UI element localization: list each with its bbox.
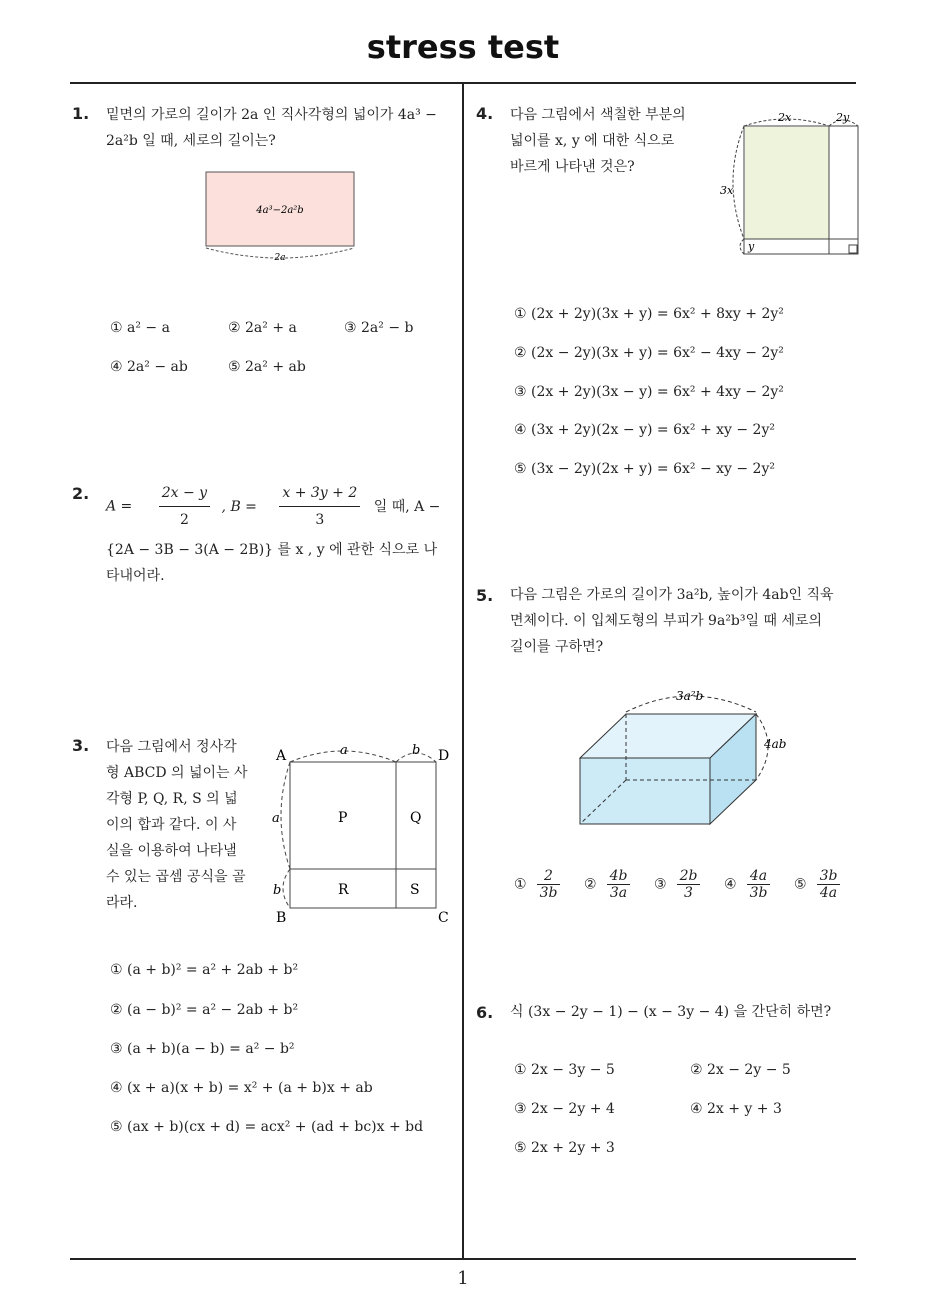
rectangle-figure [198,168,368,268]
option-5[interactable]: ⑤ (3x − 2y)(2x + y) = 6x² − xy − 2y² [514,461,775,477]
option-5[interactable]: ⑤ 2x + 2y + 3 [514,1140,615,1156]
label-length: 3a²b [676,689,704,703]
shaded-area-figure [718,106,864,262]
option-1[interactable]: ① $\frac{2}{3b}$ [514,868,563,901]
page-title: stress test [366,28,560,66]
question-text-line: 각형 P, Q, R, S 의 넓 [106,791,238,807]
region-S: S [410,882,420,898]
fraction-b [279,480,360,533]
question-text-line: 타내어라. [106,568,165,584]
question-text-line [106,480,456,533]
option-4[interactable]: ④ 2a² − ab [110,359,188,375]
option-4[interactable]: ④ (3x + 2y)(2x − y) = 6x² + xy − 2y² [514,422,775,438]
question-text-line: 다음 그림은 가로의 길이가 3a²b, 높이가 4ab인 직육 [510,587,834,603]
label-3x: 3x [720,184,734,197]
option-1[interactable]: ① 2x − 3y − 5 [514,1062,615,1078]
label-a-top: a [340,743,348,758]
footer-rule [70,1258,856,1260]
question-text-line: 밑면의 가로의 길이가 2a 인 직사각형의 넓이가 4a³ − [106,107,437,123]
label-C: C [438,910,449,924]
label-2y: 2y [836,111,850,124]
question-text-line: 수 있는 곱셈 공식을 골 [106,869,246,885]
question-text [106,102,437,154]
text-segment: 일 때, A − [373,498,441,515]
option-2[interactable]: ② $\frac{4b}{3a}$ [584,868,633,901]
left-brace-b [283,869,290,908]
option-2[interactable]: ② 2x − 2y − 5 [690,1062,791,1078]
question-text-line: 실을 이용하여 나타낼 [106,843,237,859]
shaded-region [745,127,829,239]
question-number: 6. [476,1003,494,1022]
option-1[interactable]: ① (2x + 2y)(3x + y) = 6x² + 8xy + 2y² [514,306,784,322]
option-5[interactable]: ⑤ $\frac{3b}{4a}$ [794,868,843,901]
question-text-line: 형 ABCD 의 넓이는 사 [106,765,248,781]
label-a-left: a [272,811,280,826]
column-divider [462,83,464,1260]
question-number: 2. [72,484,90,503]
question-text-line: 다음 그림에서 색칠한 부분의 [510,107,686,123]
right-angle-mark [849,245,857,253]
option-1[interactable]: ① (a + b)² = a² + 2ab + b² [110,962,299,978]
option-4[interactable]: ④ (x + a)(x + b) = x² + (a + b)x + ab [110,1080,373,1096]
question-number: 3. [72,736,90,755]
option-5[interactable]: ⑤ (ax + b)(cx + d) = acx² + (ad + bc)x + bd [110,1119,424,1135]
question-number: 4. [476,104,494,123]
question-text-line: 2a²b 일 때, 세로의 길이는? [106,133,276,149]
label-B: B [276,910,287,924]
question-text-line: 라라. [106,895,138,911]
option-2[interactable]: ② (a − b)² = a² − 2ab + b² [110,1002,299,1018]
question-number: 1. [72,104,90,123]
cuboid-front-face [580,758,710,824]
page-number: 1 [457,1268,469,1289]
left-brace-y [740,239,744,254]
question-text-line: 넓이를 x, y 에 대한 식으로 [510,133,675,149]
question-text: 식 (3x − 2y − 1) − (x − 3y − 4) 을 간단히 하면? [510,1004,832,1020]
cuboid-figure [570,680,800,832]
denominator: 3 [315,512,325,528]
question-text-line: 이의 합과 같다. 이 사 [106,817,237,833]
text-segment: A = [106,498,133,515]
question-text [510,582,834,660]
question-text-line: {2A − 3B − 3(A − 2B)} 를 x , y 에 관한 식으로 나 [106,542,438,558]
question-text-line: 바르게 나타낸 것은? [510,159,635,175]
label-b-top: b [412,743,421,758]
numerator: 2x − y [159,480,210,507]
text-segment: , B = [221,498,257,515]
question-text [106,734,248,916]
question-number: 5. [476,586,494,605]
left-brace-a [281,762,290,869]
option-3[interactable]: ③ (a + b)(a − b) = a² − b² [110,1041,295,1057]
area-label: 4a³−2a²b [256,205,304,216]
option-4[interactable]: ④ 2x + y + 3 [690,1101,782,1117]
label-D: D [438,748,450,764]
left-brace-3x [733,126,744,239]
question-text-line: 면체이다. 이 입체도형의 부피가 9a²b³일 때 세로의 [510,613,823,629]
option-3[interactable]: ③ 2x − 2y + 4 [514,1101,615,1117]
question-text [106,480,456,589]
option-4[interactable]: ④ $\frac{4a}{3b}$ [724,868,773,901]
label-b-left: b [273,883,282,898]
label-A: A [276,748,287,764]
question-text-line: 다음 그림에서 정사각 [106,739,237,755]
option-2[interactable]: ② (2x − 2y)(3x + y) = 6x² − 4xy − 2y² [514,345,784,361]
label-y: y [748,240,755,253]
label-height: 4ab [764,737,787,751]
fraction-a [159,480,210,533]
region-R: R [338,882,349,898]
square-abcd-figure [268,738,458,924]
denominator: 2 [179,512,189,528]
region-P: P [338,810,348,826]
option-5[interactable]: ⑤ 2a² + ab [228,359,306,375]
label-2x: 2x [778,111,792,124]
question-text [510,102,686,180]
base-label: 2a [274,253,286,263]
option-3[interactable]: ③ $\frac{2b}{3}$ [654,868,703,901]
option-1[interactable]: ① a² − a [110,320,170,336]
region-Q: Q [410,810,422,826]
option-3[interactable]: ③ 2a² − b [344,320,414,336]
option-2[interactable]: ② 2a² + a [228,320,297,336]
numerator: x + 3y + 2 [279,480,360,507]
question-text-line: 길이를 구하면? [510,639,604,655]
option-3[interactable]: ③ (2x + 2y)(3x − y) = 6x² + 4xy − 2y² [514,384,784,400]
